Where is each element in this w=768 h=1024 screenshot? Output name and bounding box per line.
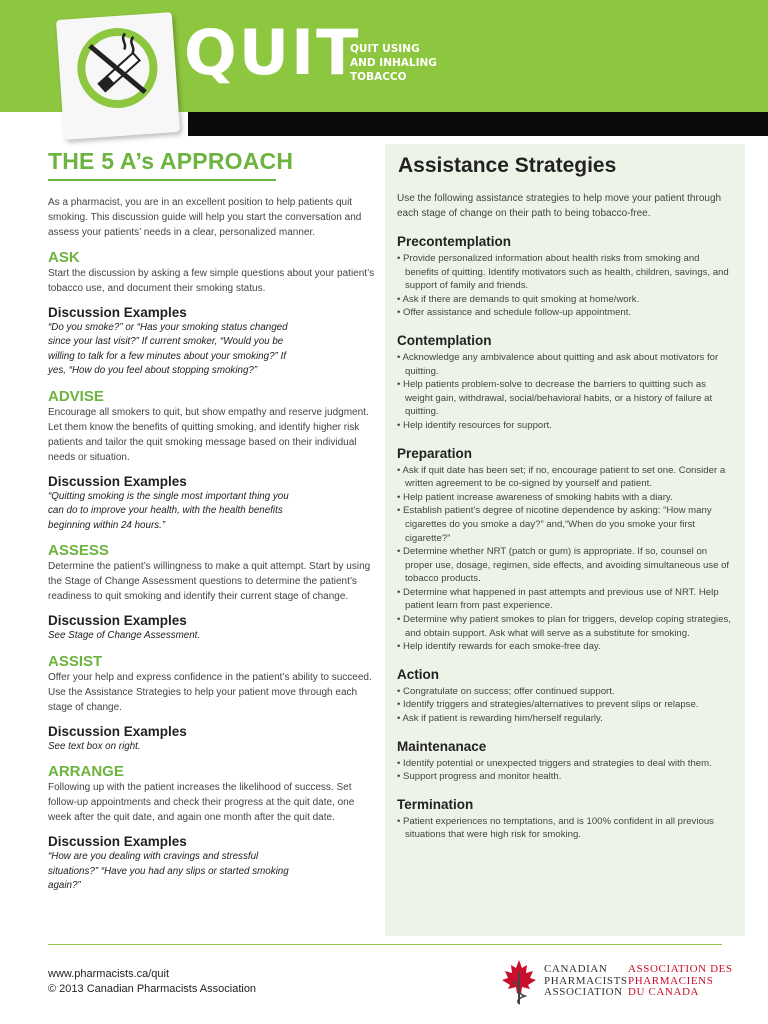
stage-heading: Action [397, 666, 439, 682]
stage-list [397, 464, 733, 654]
section-ask [48, 249, 378, 379]
section-body: Offer your help and express confidence in the patient’s ability to succeed. Use the Assistance Strategies to help your patient move through each stage of change. [48, 671, 372, 713]
stage-termination [397, 797, 733, 842]
list-item: • Help identify resources for support. [397, 419, 552, 431]
maple-leaf-caduceus-icon [500, 958, 538, 1006]
footer-copyright: © 2013 Canadian Pharmacists Association [48, 983, 257, 995]
discussion-text: See Stage of Change Assessment. [48, 630, 201, 641]
section-assess [48, 542, 378, 644]
assistance-strategies-panel [385, 144, 745, 936]
stage-contemplation [397, 333, 733, 433]
footer-divider [48, 944, 722, 945]
section-body: Start the discussion by asking a few simple questions about your patient’s tobacco use, and document their smoking status. [48, 267, 375, 294]
header-black-bar [188, 112, 768, 136]
section-body: Following up with the patient increases the likelihood of success. Set follow-up appointments and check their progress at the quit date, one week after the quit date, and again one month after the quit date. [48, 782, 355, 823]
discussion-heading: Discussion Examples [48, 613, 187, 628]
list-item: • Determine what happened in past attempts and previous use of NRT. Help patient learn from past experience. [397, 586, 719, 612]
no-smoking-icon [73, 23, 163, 113]
stage-action [397, 667, 733, 726]
list-item: • Patient experiences no temptations, and is 100% confident in all previous situations that were high risk for smoking. [397, 815, 714, 841]
section-heading: ASSIST [48, 652, 103, 670]
stage-heading: Contemplation [397, 332, 492, 348]
discussion-text: “How are you dealing with cravings and stressful situations?” “Have you had any slips or started smoking again?” [48, 851, 289, 891]
stage-precontemplation [397, 234, 733, 320]
section-heading: ASSESS [48, 542, 109, 559]
org-name-english: CANADIAN PHARMACISTS ASSOCIATION [544, 963, 628, 998]
list-item: • Help identify rewards for each smoke-free day. [397, 641, 601, 653]
page-title: THE 5 A’s APPROACH [48, 148, 294, 174]
list-item: • Establish patient’s degree of nicotine dependence by asking: “How many cigarettes do you smoke a day?” and,“When do you smoke your first cigarette?” [397, 505, 712, 544]
quit-logo-card [56, 12, 180, 140]
list-item: • Determine why patient smokes to plan for triggers, develop coping strategies, and obtain support. Ask what will serve as a substitute for smoking. [397, 614, 731, 639]
list-item: • Congratulate on success; offer continued support. [397, 685, 615, 697]
discussion-heading: Discussion Examples [48, 304, 187, 320]
list-item: • Identify potential or unexpected triggers and strategies to deal with them. [397, 757, 712, 769]
list-item: • Ask if patient is rewarding him/herself regularly. [397, 713, 603, 725]
section-body: Determine the patient’s willingness to make a quit attempt. Start by using the Stage of Change Assessment questions to determine the patient’s readiness to quit smoking and identify their current stage of change. [48, 561, 371, 602]
stage-heading: Preparation [397, 445, 473, 461]
section-body: Encourage all smokers to quit, but show empathy and reserve judgment. Let them know the benefits of quitting smoking, and identify higher risk patients and tailor the quit smoking message based on their individual needs or situation. [48, 406, 369, 463]
list-item: • Provide personalized information about health risks from smoking and benefits of quitting. Identify motivators such as health, children, savings, and support of family and friends. [397, 253, 729, 292]
intro-paragraph: As a pharmacist, you are in an excellent position to help patients quit smoking. This discussion guide will help you start the conversation and assess your patients’ needs in a clear, personalized manner. [48, 196, 362, 238]
section-heading: ASK [48, 248, 80, 266]
stage-list [397, 351, 733, 433]
stage-heading: Maintenanace [397, 738, 487, 754]
section-arrange [48, 763, 378, 894]
stage-list [397, 252, 733, 320]
title-underline [48, 179, 276, 181]
discussion-heading: Discussion Examples [48, 473, 187, 489]
list-item: • Help patients problem-solve to decrease the barriers to quitting such as weight gain, withdrawal, social/behavioral habits, or a history of failure at quitting. [397, 379, 713, 418]
list-item: • Determine whether NRT (patch or gum) is appropriate. If so, counsel on proper use, dosage, regimen, side effects, and avoiding simultaneous use of tobacco products. [397, 546, 730, 585]
panel-title: Assistance Strategies [398, 154, 617, 177]
section-assist [48, 653, 378, 755]
panel-intro: Use the following assistance strategies to help move your patient through each stage of change on their path to being tobacco-free. [397, 193, 722, 219]
stage-heading: Termination [397, 796, 474, 812]
quit-wordmark: QUIT [184, 16, 361, 89]
section-heading: ADVISE [48, 387, 104, 405]
stage-list [397, 815, 733, 842]
stage-list [397, 757, 733, 784]
org-name-french: ASSOCIATION DES PHARMACIENS DU CANADA [628, 963, 733, 998]
five-as-column [48, 148, 378, 894]
list-item: • Offer assistance and schedule follow-up appointment. [397, 307, 632, 319]
section-heading: ARRANGE [48, 763, 124, 780]
stage-maintenance [397, 739, 733, 784]
section-advise [48, 388, 378, 534]
list-item: • Help patient increase awareness of smoking habits with a diary. [397, 491, 673, 503]
list-item: • Ask if there are demands to quit smoking at home/work. [397, 293, 640, 305]
footer-url-link[interactable]: www.pharmacists.ca/quit [48, 968, 170, 980]
list-item: • Acknowledge any ambivalence about quitting and ask about motivators for quitting. [397, 351, 719, 377]
quit-subtitle: QUIT USING AND INHALING TOBACCO [350, 43, 437, 83]
discussion-heading: Discussion Examples [48, 723, 187, 739]
stage-heading: Precontemplation [397, 234, 512, 249]
list-item: • Identify triggers and strategies/alternatives to prevent slips or relapse. [397, 699, 699, 711]
stage-list [397, 685, 733, 726]
discussion-heading: Discussion Examples [48, 834, 187, 849]
list-item: • Support progress and monitor health. [397, 771, 562, 783]
discussion-text: “Do you smoke?” or “Has your smoking status changed since your last visit?” If current smoker, “Would you be willing to talk for a few minutes about your smoking?” If yes, “How do you feel about stopping smoking?” [48, 321, 288, 376]
discussion-text: “Quitting smoking is the single most important thing you can do to improve your health, with the health benefits beginning within 24 hours.” [48, 490, 289, 531]
discussion-text: See text box on right. [48, 740, 141, 752]
list-item: • Ask if quit date has been set; if no, encourage patient to set one. Consider a written agreement to be co-signed by yourself and patient. [397, 464, 726, 490]
stage-preparation [397, 446, 733, 654]
